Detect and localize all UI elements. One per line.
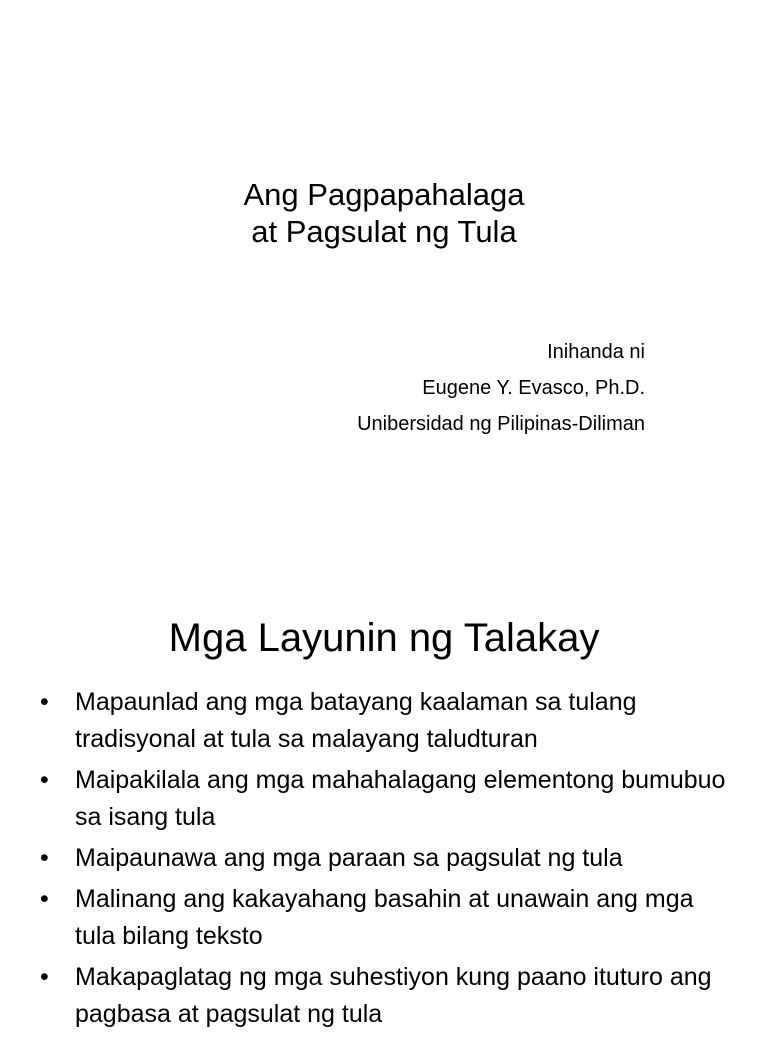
author-info [357,334,645,442]
list-item [40,840,730,877]
list-item-text: Mapaunlad ang mga batayang kaalaman sa tulang tradisyonal at tula sa malayang taludturan [75,688,637,753]
prepared-by-label: Inihanda ni [547,341,645,363]
bullet-icon: • [40,885,49,913]
bullet-icon: • [40,844,49,872]
title-line-1: Ang Pagpapahalaga [243,177,525,212]
slide-objectives [0,576,768,1028]
list-item-text: Maipaunawa ang mga paraan sa pagsulat ng tula [75,844,623,872]
list-item [40,684,730,758]
list-item-text: Maipakilala ang mga mahahalagang elementong bumubuo sa isang tula [75,766,726,831]
list-item [40,762,730,836]
list-item-text: Malinang ang kakayahang basahin at unawain ang mga tula bilang teksto [75,885,694,950]
author-affiliation: Unibersidad ng Pilipinas-Diliman [357,413,645,435]
list-item [40,959,730,1033]
list-item [40,881,730,955]
author-name: Eugene Y. Evasco, Ph.D. [422,377,645,399]
bullet-icon: • [40,963,49,991]
objectives-list [40,684,730,1037]
slide-heading: Mga Layunin ng Talakay [168,616,600,660]
bullet-icon: • [40,766,49,794]
presentation-title [0,176,768,250]
title-line-2: at Pagsulat ng Tula [251,214,517,249]
bullet-icon: • [40,688,49,716]
list-item-text: Makapaglatag ng mga suhestiyon kung paano ituturo ang pagbasa at pagsulat ng tula [75,963,712,1028]
